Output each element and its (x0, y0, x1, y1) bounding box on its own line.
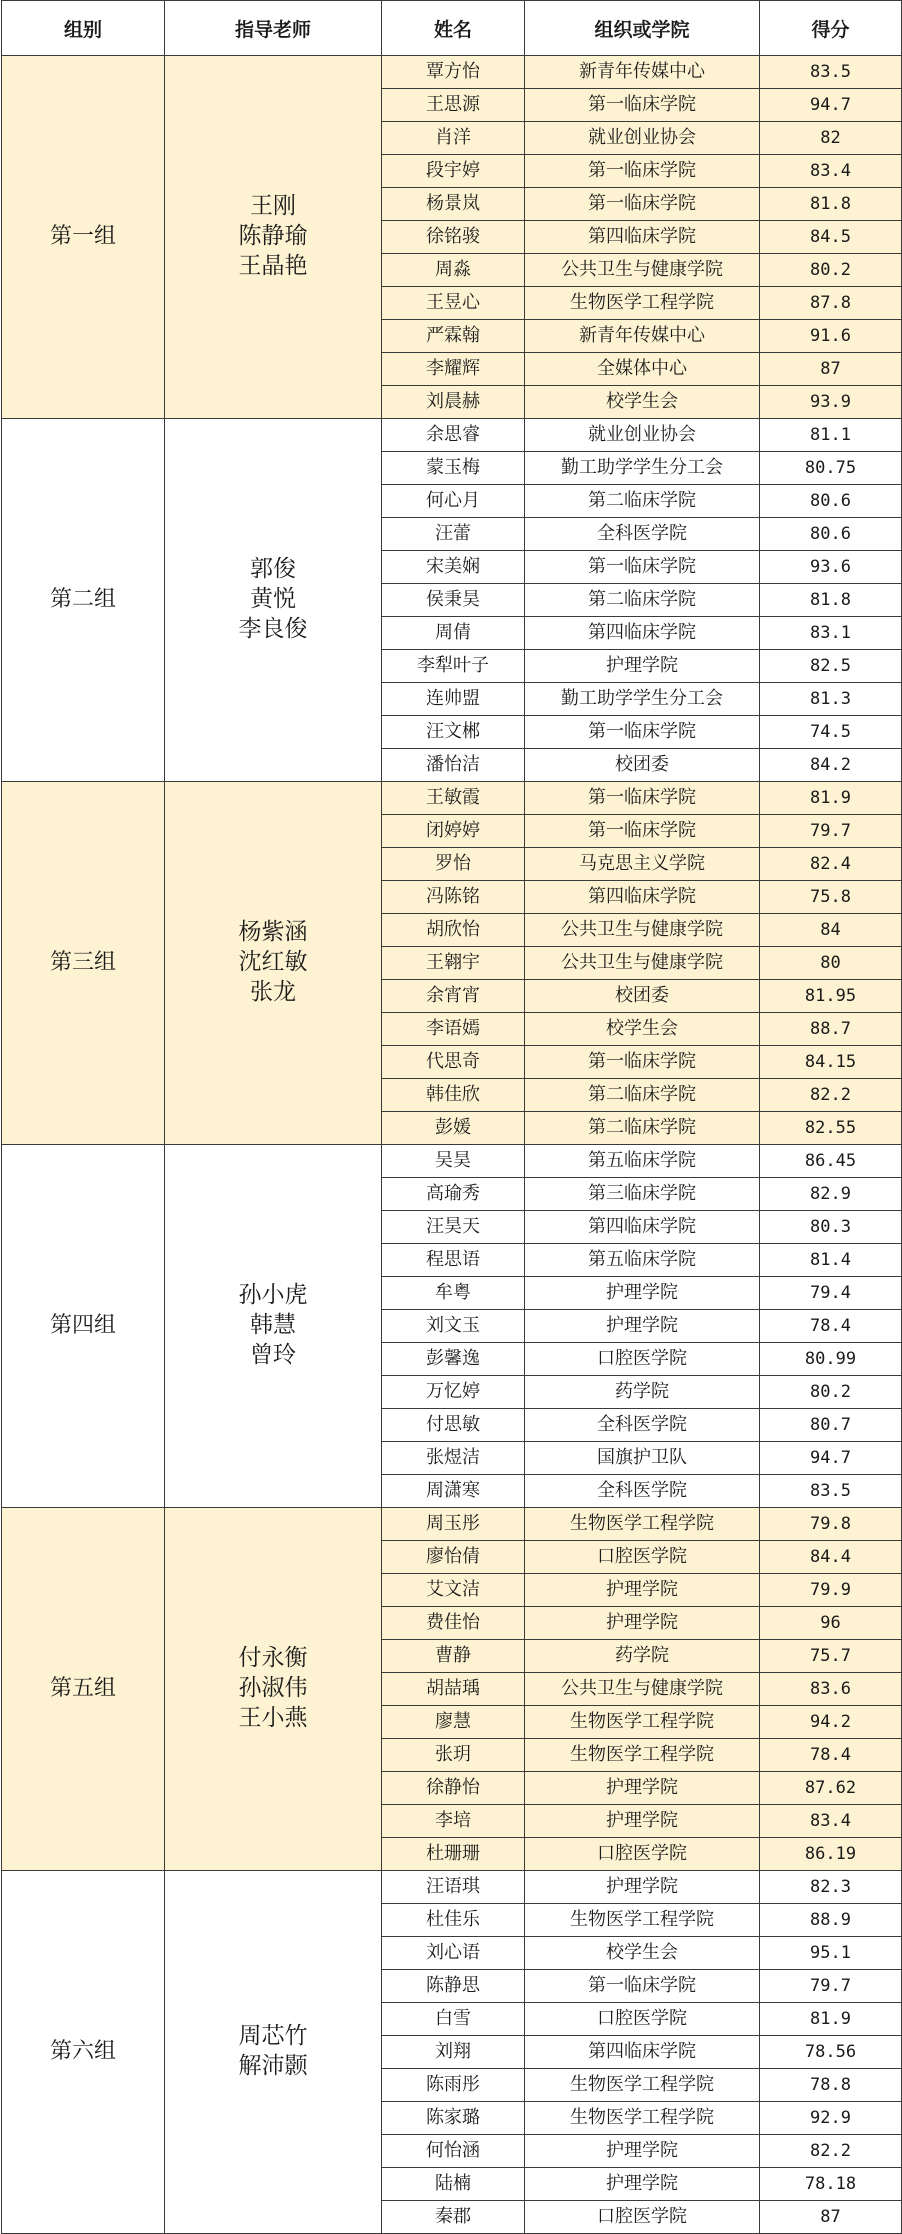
member-org-cell: 护理学院 (525, 1805, 760, 1838)
member-name-cell: 陆楠 (382, 2168, 525, 2201)
column-header-group: 组别 (2, 1, 165, 56)
member-score-cell: 81.1 (760, 419, 902, 452)
member-name-cell: 段宇婷 (382, 155, 525, 188)
member-score-cell: 86.19 (760, 1838, 902, 1871)
teacher-name: 王小燕 (238, 1704, 308, 1731)
member-name-cell: 王思源 (382, 89, 525, 122)
member-score-cell: 81.4 (760, 1244, 902, 1277)
teacher-name: 解沛颢 (238, 2053, 308, 2079)
member-score-cell: 92.9 (760, 2102, 902, 2135)
member-score-cell: 87 (760, 2201, 902, 2234)
column-header-score: 得分 (760, 1, 902, 56)
member-name-cell: 陈静思 (382, 1970, 525, 2003)
teacher-name: 陈静瑜 (238, 223, 308, 250)
member-name-cell: 周潇寒 (382, 1475, 525, 1508)
member-org-cell: 全媒体中心 (525, 353, 760, 386)
member-org-cell: 校团委 (525, 980, 760, 1013)
member-org-cell: 全科医学院 (525, 1475, 760, 1508)
member-org-cell: 勤工助学学生分工会 (525, 452, 760, 485)
member-score-cell: 80.6 (760, 518, 902, 551)
member-org-cell: 生物医学工程学院 (525, 2069, 760, 2102)
member-org-cell: 口腔医学院 (525, 2003, 760, 2036)
member-name-cell: 肖洋 (382, 122, 525, 155)
member-org-cell: 第一临床学院 (525, 551, 760, 584)
member-score-cell: 94.7 (760, 89, 902, 122)
member-org-cell: 生物医学工程学院 (525, 2102, 760, 2135)
member-org-cell: 第二临床学院 (525, 584, 760, 617)
group-name-cell: 第六组 (2, 1871, 165, 2234)
member-name-cell: 何心月 (382, 485, 525, 518)
member-name-cell: 闭婷婷 (382, 815, 525, 848)
member-org-cell: 护理学院 (525, 1871, 760, 1904)
member-org-cell: 第二临床学院 (525, 1079, 760, 1112)
member-org-cell: 国旗护卫队 (525, 1442, 760, 1475)
member-org-cell: 口腔医学院 (525, 2201, 760, 2234)
teacher-name: 杨紫涵 (238, 919, 308, 946)
teacher-cell (165, 419, 382, 782)
member-score-cell: 87 (760, 353, 902, 386)
member-name-cell: 余思睿 (382, 419, 525, 452)
member-org-cell: 护理学院 (525, 650, 760, 683)
member-org-cell: 护理学院 (525, 1310, 760, 1343)
table-row (2, 1145, 902, 1178)
member-score-cell: 84 (760, 914, 902, 947)
member-name-cell: 费佳怡 (382, 1607, 525, 1640)
member-org-cell: 第四临床学院 (525, 2036, 760, 2069)
member-name-cell: 刘晨赫 (382, 386, 525, 419)
member-org-cell: 勤工助学学生分工会 (525, 683, 760, 716)
member-org-cell: 生物医学工程学院 (525, 1508, 760, 1541)
member-name-cell: 付思敏 (382, 1409, 525, 1442)
member-score-cell: 80 (760, 947, 902, 980)
member-org-cell: 口腔医学院 (525, 1343, 760, 1376)
member-org-cell: 口腔医学院 (525, 1541, 760, 1574)
member-name-cell: 王昱心 (382, 287, 525, 320)
table-header (2, 1, 902, 56)
member-score-cell: 81.8 (760, 188, 902, 221)
member-org-cell: 第四临床学院 (525, 221, 760, 254)
member-score-cell: 82.3 (760, 1871, 902, 1904)
member-name-cell: 韩佳欣 (382, 1079, 525, 1112)
member-name-cell: 周倩 (382, 617, 525, 650)
member-score-cell: 87.8 (760, 287, 902, 320)
member-score-cell: 80.6 (760, 485, 902, 518)
column-header-teacher: 指导老师 (165, 1, 382, 56)
member-org-cell: 药学院 (525, 1640, 760, 1673)
member-score-cell: 81.3 (760, 683, 902, 716)
member-org-cell: 生物医学工程学院 (525, 1739, 760, 1772)
member-name-cell: 彭馨逸 (382, 1343, 525, 1376)
member-score-cell: 74.5 (760, 716, 902, 749)
member-name-cell: 杨景岚 (382, 188, 525, 221)
member-org-cell: 第一临床学院 (525, 89, 760, 122)
member-org-cell: 第一临床学院 (525, 782, 760, 815)
member-name-cell: 李耀辉 (382, 353, 525, 386)
member-name-cell: 冯陈铭 (382, 881, 525, 914)
teacher-name: 韩慧 (250, 1312, 296, 1339)
member-org-cell: 公共卫生与健康学院 (525, 1673, 760, 1706)
member-org-cell: 第一临床学院 (525, 815, 760, 848)
member-org-cell: 公共卫生与健康学院 (525, 947, 760, 980)
member-org-cell: 第一临床学院 (525, 1970, 760, 2003)
member-score-cell: 82.9 (760, 1178, 902, 1211)
member-org-cell: 公共卫生与健康学院 (525, 914, 760, 947)
member-name-cell: 张玥 (382, 1739, 525, 1772)
teacher-name: 郭俊 (250, 556, 296, 583)
member-name-cell: 周淼 (382, 254, 525, 287)
teacher-cell (165, 1871, 382, 2234)
member-name-cell: 李犁叶子 (382, 650, 525, 683)
member-org-cell: 生物医学工程学院 (525, 287, 760, 320)
member-org-cell: 第三临床学院 (525, 1178, 760, 1211)
member-name-cell: 李语嫣 (382, 1013, 525, 1046)
member-name-cell: 汪蕾 (382, 518, 525, 551)
member-org-cell: 第五临床学院 (525, 1145, 760, 1178)
member-org-cell: 护理学院 (525, 2168, 760, 2201)
member-name-cell: 万忆婷 (382, 1376, 525, 1409)
member-org-cell: 第四临床学院 (525, 617, 760, 650)
member-org-cell: 生物医学工程学院 (525, 1706, 760, 1739)
column-header-org: 组织或学院 (525, 1, 760, 56)
teacher-name: 沈红敏 (238, 949, 308, 976)
member-score-cell: 75.7 (760, 1640, 902, 1673)
member-score-cell: 83.5 (760, 1475, 902, 1508)
member-org-cell: 药学院 (525, 1376, 760, 1409)
member-score-cell: 80.7 (760, 1409, 902, 1442)
column-header-name: 姓名 (382, 1, 525, 56)
member-score-cell: 94.2 (760, 1706, 902, 1739)
group-score-table (1, 0, 902, 2234)
member-score-cell: 83.5 (760, 56, 902, 89)
member-org-cell: 新青年传媒中心 (525, 320, 760, 353)
member-name-cell: 代思奇 (382, 1046, 525, 1079)
member-score-cell: 84.15 (760, 1046, 902, 1079)
table-row (2, 1508, 902, 1541)
member-org-cell: 新青年传媒中心 (525, 56, 760, 89)
member-score-cell: 79.9 (760, 1574, 902, 1607)
member-org-cell: 第一临床学院 (525, 155, 760, 188)
member-score-cell: 83.1 (760, 617, 902, 650)
member-score-cell: 78.4 (760, 1739, 902, 1772)
member-name-cell: 周玉彤 (382, 1508, 525, 1541)
member-org-cell: 护理学院 (525, 1772, 760, 1805)
member-score-cell: 82.4 (760, 848, 902, 881)
member-score-cell: 81.9 (760, 782, 902, 815)
member-name-cell: 汪文郴 (382, 716, 525, 749)
member-org-cell: 护理学院 (525, 2135, 760, 2168)
member-org-cell: 口腔医学院 (525, 1838, 760, 1871)
member-name-cell: 彭媛 (382, 1112, 525, 1145)
member-score-cell: 78.56 (760, 2036, 902, 2069)
member-name-cell: 曹静 (382, 1640, 525, 1673)
teacher-name: 李良俊 (238, 615, 308, 642)
member-org-cell: 全科医学院 (525, 518, 760, 551)
member-name-cell: 陈雨彤 (382, 2069, 525, 2102)
member-score-cell: 78.8 (760, 2069, 902, 2102)
header-row (2, 1, 902, 56)
member-org-cell: 第一临床学院 (525, 1046, 760, 1079)
member-name-cell: 蒙玉梅 (382, 452, 525, 485)
member-name-cell: 李培 (382, 1805, 525, 1838)
member-org-cell: 第四临床学院 (525, 881, 760, 914)
group-name-cell: 第三组 (2, 782, 165, 1145)
member-score-cell: 79.4 (760, 1277, 902, 1310)
group-name-cell: 第五组 (2, 1508, 165, 1871)
member-org-cell: 校团委 (525, 749, 760, 782)
member-score-cell: 86.45 (760, 1145, 902, 1178)
member-name-cell: 胡欣怡 (382, 914, 525, 947)
teacher-name: 曾玲 (250, 1341, 296, 1368)
teacher-cell (165, 1508, 382, 1871)
member-name-cell: 高瑜秀 (382, 1178, 525, 1211)
member-score-cell: 83.4 (760, 1805, 902, 1838)
member-name-cell: 廖慧 (382, 1706, 525, 1739)
group-name-cell: 第一组 (2, 56, 165, 419)
member-score-cell: 82.5 (760, 650, 902, 683)
member-score-cell: 79.7 (760, 1970, 902, 2003)
member-score-cell: 84.2 (760, 749, 902, 782)
table-row (2, 1871, 902, 1904)
member-name-cell: 刘心语 (382, 1937, 525, 1970)
member-name-cell: 严霖翰 (382, 320, 525, 353)
member-name-cell: 汪昊天 (382, 1211, 525, 1244)
member-name-cell: 余宵宵 (382, 980, 525, 1013)
member-name-cell: 王翱宇 (382, 947, 525, 980)
member-org-cell: 第二临床学院 (525, 1112, 760, 1145)
member-score-cell: 80.75 (760, 452, 902, 485)
teacher-name: 周芯竹 (238, 2023, 308, 2050)
member-org-cell: 马克思主义学院 (525, 848, 760, 881)
member-name-cell: 廖怡倩 (382, 1541, 525, 1574)
teacher-cell (165, 56, 382, 419)
member-score-cell: 83.4 (760, 155, 902, 188)
member-name-cell: 王敏霞 (382, 782, 525, 815)
member-name-cell: 程思语 (382, 1244, 525, 1277)
member-name-cell: 秦郡 (382, 2201, 525, 2234)
member-score-cell: 82.55 (760, 1112, 902, 1145)
member-org-cell: 校学生会 (525, 1013, 760, 1046)
member-org-cell: 校学生会 (525, 386, 760, 419)
teacher-name: 张龙 (250, 978, 296, 1005)
member-name-cell: 杜珊珊 (382, 1838, 525, 1871)
member-name-cell: 潘怡洁 (382, 749, 525, 782)
member-score-cell: 81.95 (760, 980, 902, 1013)
member-org-cell: 护理学院 (525, 1574, 760, 1607)
member-score-cell: 84.4 (760, 1541, 902, 1574)
member-org-cell: 校学生会 (525, 1937, 760, 1970)
member-score-cell: 84.5 (760, 221, 902, 254)
teacher-name: 孙小虎 (238, 1282, 308, 1309)
member-name-cell: 罗怡 (382, 848, 525, 881)
member-score-cell: 96 (760, 1607, 902, 1640)
member-name-cell: 艾文洁 (382, 1574, 525, 1607)
member-org-cell: 就业创业协会 (525, 419, 760, 452)
group-name-cell: 第二组 (2, 419, 165, 782)
member-score-cell: 82.2 (760, 1079, 902, 1112)
member-name-cell: 宋美娴 (382, 551, 525, 584)
teacher-name: 王晶艳 (238, 252, 308, 279)
member-score-cell: 80.99 (760, 1343, 902, 1376)
member-score-cell: 93.9 (760, 386, 902, 419)
member-score-cell: 79.8 (760, 1508, 902, 1541)
member-name-cell: 胡喆瑀 (382, 1673, 525, 1706)
member-org-cell: 就业创业协会 (525, 122, 760, 155)
teacher-name: 付永衡 (238, 1645, 308, 1672)
member-score-cell: 88.7 (760, 1013, 902, 1046)
member-score-cell: 83.6 (760, 1673, 902, 1706)
member-score-cell: 78.18 (760, 2168, 902, 2201)
member-name-cell: 何怡涵 (382, 2135, 525, 2168)
member-score-cell: 95.1 (760, 1937, 902, 1970)
member-name-cell: 陈家璐 (382, 2102, 525, 2135)
member-name-cell: 连帅盟 (382, 683, 525, 716)
member-name-cell: 张煜洁 (382, 1442, 525, 1475)
member-score-cell: 82.2 (760, 2135, 902, 2168)
member-name-cell: 牟粤 (382, 1277, 525, 1310)
member-name-cell: 吴昊 (382, 1145, 525, 1178)
table-body (2, 56, 902, 2234)
member-score-cell: 87.62 (760, 1772, 902, 1805)
member-score-cell: 94.7 (760, 1442, 902, 1475)
member-score-cell: 80.2 (760, 1376, 902, 1409)
member-score-cell: 80.3 (760, 1211, 902, 1244)
member-org-cell: 第五临床学院 (525, 1244, 760, 1277)
teacher-name: 孙淑伟 (238, 1675, 308, 1702)
member-org-cell: 公共卫生与健康学院 (525, 254, 760, 287)
table-row (2, 419, 902, 452)
member-score-cell: 88.9 (760, 1904, 902, 1937)
member-org-cell: 护理学院 (525, 1277, 760, 1310)
teacher-cell (165, 1145, 382, 1508)
member-org-cell: 第一临床学院 (525, 716, 760, 749)
member-name-cell: 汪语琪 (382, 1871, 525, 1904)
member-name-cell: 侯秉昊 (382, 584, 525, 617)
member-name-cell: 刘翔 (382, 2036, 525, 2069)
member-name-cell: 白雪 (382, 2003, 525, 2036)
table-row (2, 782, 902, 815)
member-org-cell: 生物医学工程学院 (525, 1904, 760, 1937)
member-score-cell: 91.6 (760, 320, 902, 353)
member-org-cell: 第二临床学院 (525, 485, 760, 518)
member-score-cell: 81.8 (760, 584, 902, 617)
member-score-cell: 80.2 (760, 254, 902, 287)
member-org-cell: 全科医学院 (525, 1409, 760, 1442)
group-name-cell: 第四组 (2, 1145, 165, 1508)
member-name-cell: 刘文玉 (382, 1310, 525, 1343)
member-score-cell: 78.4 (760, 1310, 902, 1343)
member-org-cell: 护理学院 (525, 1607, 760, 1640)
member-score-cell: 79.7 (760, 815, 902, 848)
table-row (2, 56, 902, 89)
member-name-cell: 徐静怡 (382, 1772, 525, 1805)
member-name-cell: 徐铭骏 (382, 221, 525, 254)
member-name-cell: 覃方怡 (382, 56, 525, 89)
member-score-cell: 75.8 (760, 881, 902, 914)
teacher-name: 黄悦 (250, 586, 296, 613)
member-org-cell: 第四临床学院 (525, 1211, 760, 1244)
member-name-cell: 杜佳乐 (382, 1904, 525, 1937)
member-score-cell: 81.9 (760, 2003, 902, 2036)
member-org-cell: 第一临床学院 (525, 188, 760, 221)
teacher-name: 王刚 (250, 193, 296, 220)
teacher-cell (165, 782, 382, 1145)
member-score-cell: 82 (760, 122, 902, 155)
member-score-cell: 93.6 (760, 551, 902, 584)
